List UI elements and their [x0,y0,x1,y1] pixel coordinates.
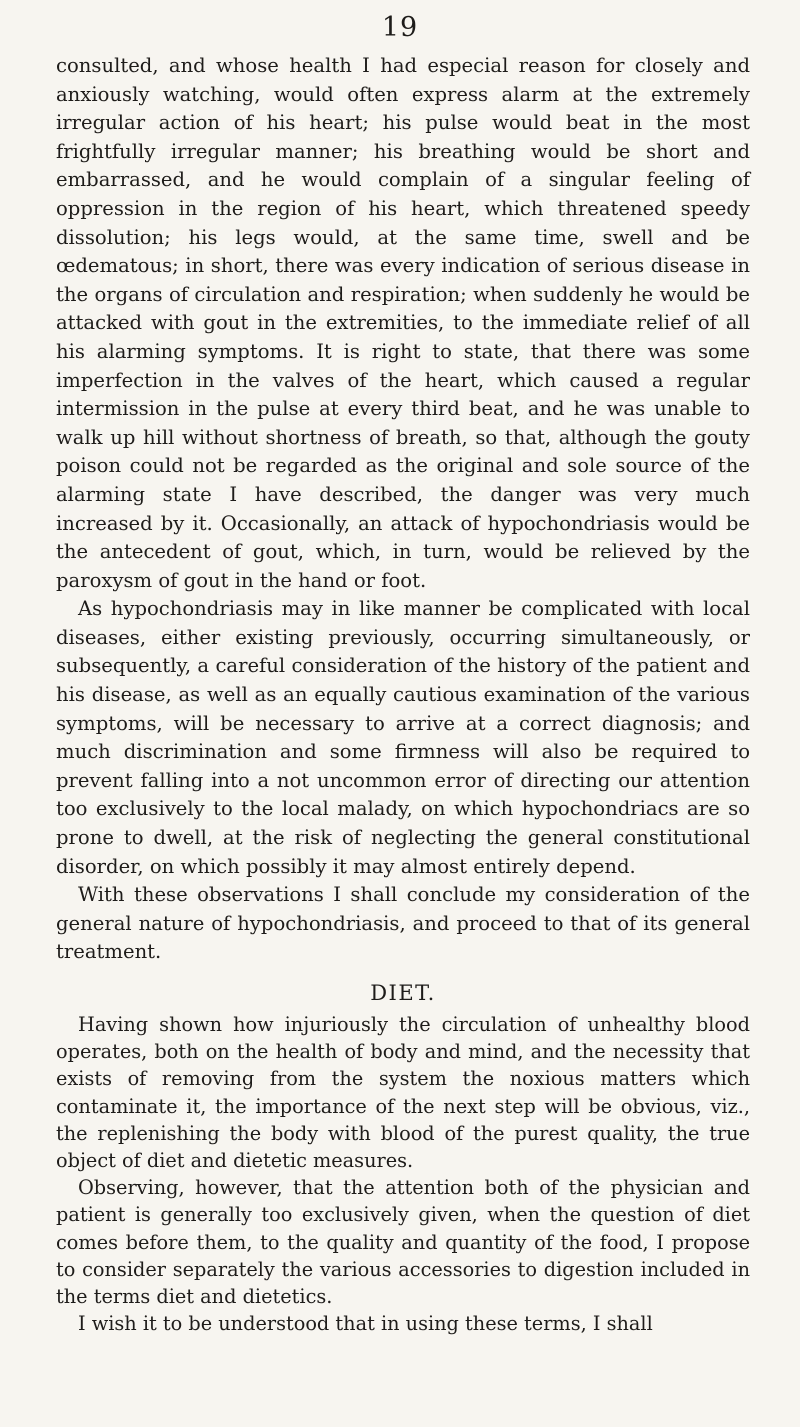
paragraph-conclusion: With these observations I shall conclude my consideration of the general nature of hypochondriasis, and proceed to that of its general treatment. [56,883,750,964]
page-number: 19 [381,12,419,43]
paragraph-complications: As hypochondriasis may in like manner be complicated with local diseases, either existing previously, occurring simultaneously, or subsequently, a careful consideration of the history of the patient and his disease, as well as an equally cautious examination of the various symptoms, will be necessary to arrive at a correct diagnosis; and much discrimination and some firmness will also be required to prevent falling into a not uncommon error of directing our attention too exclusively to the local malady, on which hypochondriacs are so prone to dwell, at the risk of neglecting the general constitutional disorder, on which possibly it may almost entirely depend. [56,597,750,878]
paragraph-blood-replenishing: Having shown how injuriously the circulation of unhealthy blood operates, both on the health of body and mind, and the necessity that exists of removing from the system the noxious matters which contaminate it, the importance of the next step will be obvious, viz., the replenishing the body with blood of the purest quality, the true object of diet and dietetic measures. [56,1013,750,1173]
diet-section [56,1011,750,1337]
paragraph-gout-case: consulted, and whose health I had especial reason for closely and anxiously watching, would often express alarm at the extremely irregular action of his heart; his pulse would beat in the most frightfully irregular manner; his breathing would be short and embarrassed, and he would complain of a singular feeling of oppression in the region of his heart, which threatened speedy dissolution; his legs would, at the same time, swell and be œdematous; in short, there was every indication of serious disease in the organs of circulation and respiration; when suddenly he would be attacked with gout in the extremities, to the immediate relief of all his alarming symptoms. It is right to state, that there was some imperfection in the valves of the heart, which caused a regular intermission in the pulse at every third beat, and he was unable to walk up hill without shortness of breath, so that, although the gouty poison could not be regarded as the original and sole source of the alarming state I have described, the danger was very much increased by it. Occasionally, an attack of hypochondriasis would be the antecedent of gout, which, in turn, would be relieved by the paroxysm of gout in the hand or foot. [56,54,750,592]
paragraph-diet-accessories: Observing, however, that the attention both of the physician and patient is generally too exclusively given, when the question of diet comes before them, to the quality and quantity of the food, I propose to consider separately the various accessories to digestion included in the terms diet and dietetics. [56,1176,750,1309]
section-heading-diet: DIET. [370,981,436,1005]
page-body [56,52,750,1337]
paragraph-terms: I wish it to be understood that in using these terms, I shall [78,1312,653,1336]
